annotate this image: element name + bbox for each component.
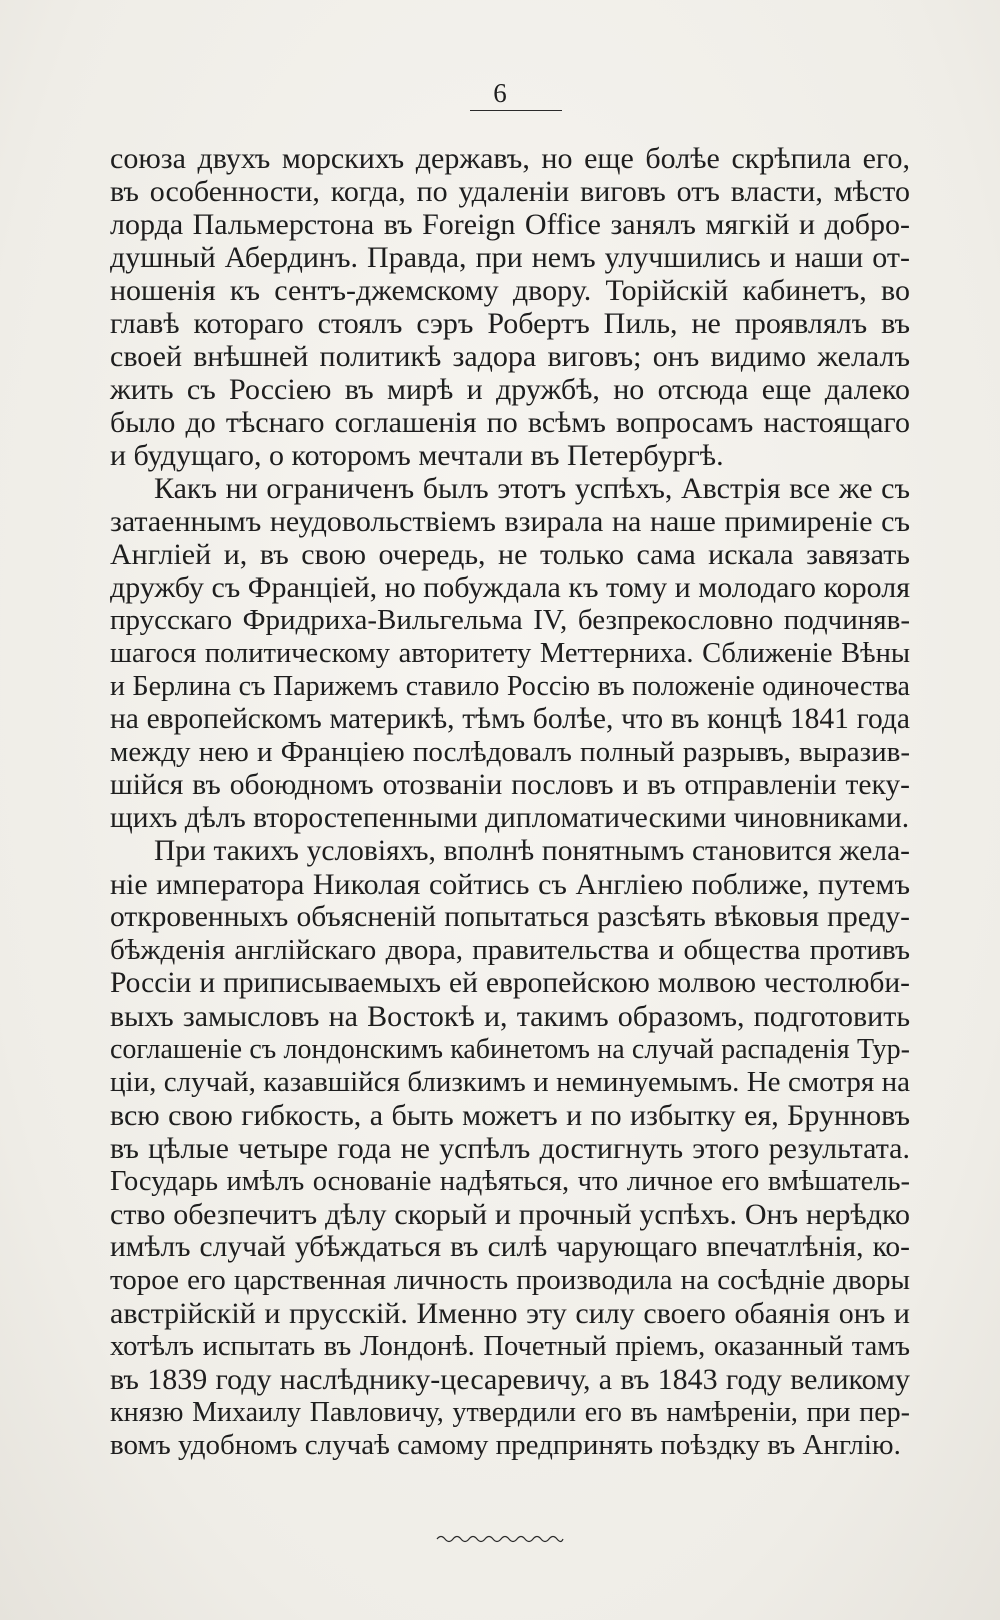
text-line: своей внѣшней политикѣ задора виговъ; онъ видимо желалъ [110,340,910,373]
text-line: соглашеніе съ лондонскимъ кабинетомъ на случай распаденія Тур- [110,1034,910,1065]
text-line: въ особенности, когда, по удаленіи виговъ отъ власти, мѣсто [110,175,910,208]
text-line: торое его царственная личность производила на сосѣдніе дворы [110,1264,910,1296]
text-line: выхъ замысловъ на Востокѣ и, такимъ образомъ, подготовить [110,1000,910,1033]
text-line: Англіей и, въ свою очередь, не только сама искала завязать [110,538,910,571]
text-line: всю свою гибкость, а быть можетъ и по избытку ея, Брунновъ [110,1099,910,1132]
text-line: ніе императора Николая сойтись съ Англіею поближе, путемъ [110,868,910,901]
end-ornament [0,1532,1000,1551]
text-line: дружбу съ Франціей, но побуждала къ тому и молодаго короля [110,571,910,604]
text-line: ціи, случай, казавшійся близкимъ и неминуемымъ. Не смотря на [110,1066,910,1098]
text-line: При такихъ условіяхъ, вполнѣ понятнымъ становится жела- [154,835,910,867]
body-text [110,142,910,1462]
text-line: на европейскомъ материкѣ, тѣмъ болѣе, что въ концѣ 1841 года [110,703,910,735]
text-line: въ цѣлые четыре года не успѣлъ достигнуть этого результата. [110,1132,910,1165]
text-line: и будущаго, о которомъ мечтали въ Петербургѣ. [110,439,724,472]
text-line: Россіи и приписываемыхъ ей европейскою молвою честолюби- [110,967,910,999]
text-line: Государь имѣлъ основаніе надѣяться, что личное его вмѣшатель- [110,1166,910,1197]
tail-piece-ornament [435,1532,565,1546]
text-line: затаеннымъ неудовольствіемъ взирала на наше примиреніе съ [110,505,910,538]
text-line: главѣ котораго стоялъ сэръ Робертъ Пиль, не проявлялъ въ [110,307,910,340]
text-line: душный Абердинъ. Правда, при немъ улучшились и наши от- [110,241,910,274]
text-line: вомъ удобномъ случаѣ самому предпринять поѣздку въ Англію. [110,1429,901,1461]
text-line: откровенныхъ объясненій попытаться разсѣять вѣковыя преду- [110,901,910,933]
text-line: было до тѣснаго соглашенія по всѣмъ вопросамъ настоящаго [110,406,910,439]
text-line: союза двухъ морскихъ державъ, но еще болѣе скрѣпила его, [110,142,910,175]
text-line: между нею и Франціею послѣдовалъ полный разрывъ, выразив- [110,736,910,768]
text-line: бѣжденія англійскаго двора, правительства и общества противъ [110,934,910,966]
text-line: ство обезпечитъ дѣлу скорый и прочный успѣхъ. Онъ нерѣдко [110,1198,910,1231]
text-line: австрійскій и прусскій. Именно эту силу своего обаянія онъ и [110,1297,910,1330]
text-line: прусскаго Фридриха-Вильгельма IV, безпрекословно подчиняв- [110,604,910,636]
page-number-rule [470,110,562,111]
text-line: ношенія къ сентъ-джемскому двору. Торійскій кабинетъ, во [110,274,910,307]
page-number: 6 [493,78,507,108]
text-line: и Берлина съ Парижемъ ставило Россію въ положеніе одиночества [110,671,910,702]
text-line: шагося политическому авторитету Меттерниха. Сближеніе Вѣны [110,638,910,669]
text-line: жить съ Россіею въ мирѣ и дружбѣ, но отсюда еще далеко [110,373,910,406]
text-line: въ 1839 году наслѣднику-цесаревичу, а въ 1843 году великому [110,1363,910,1396]
text-line: шійся въ обоюдномъ отозваніи пословъ и въ отправленіи теку- [110,769,910,801]
text-line: имѣлъ случай убѣждаться въ силѣ чарующаго впечатлѣнія, ко- [110,1231,910,1263]
text-line: князю Михаилу Павловичу, утвердили его въ намѣреніи, при пер- [110,1397,910,1428]
text-line: щихъ дѣлъ второстепенными дипломатическими чиновниками. [110,802,910,834]
text-line: хотѣлъ испытать въ Лондонѣ. Почетный пріемъ, оказанный тамъ [110,1331,910,1362]
text-line: Какъ ни ограниченъ былъ этотъ успѣхъ, Австрія все же съ [154,472,910,505]
text-line: лорда Пальмерстона въ Foreign Office занялъ мягкій и добро- [110,208,910,241]
